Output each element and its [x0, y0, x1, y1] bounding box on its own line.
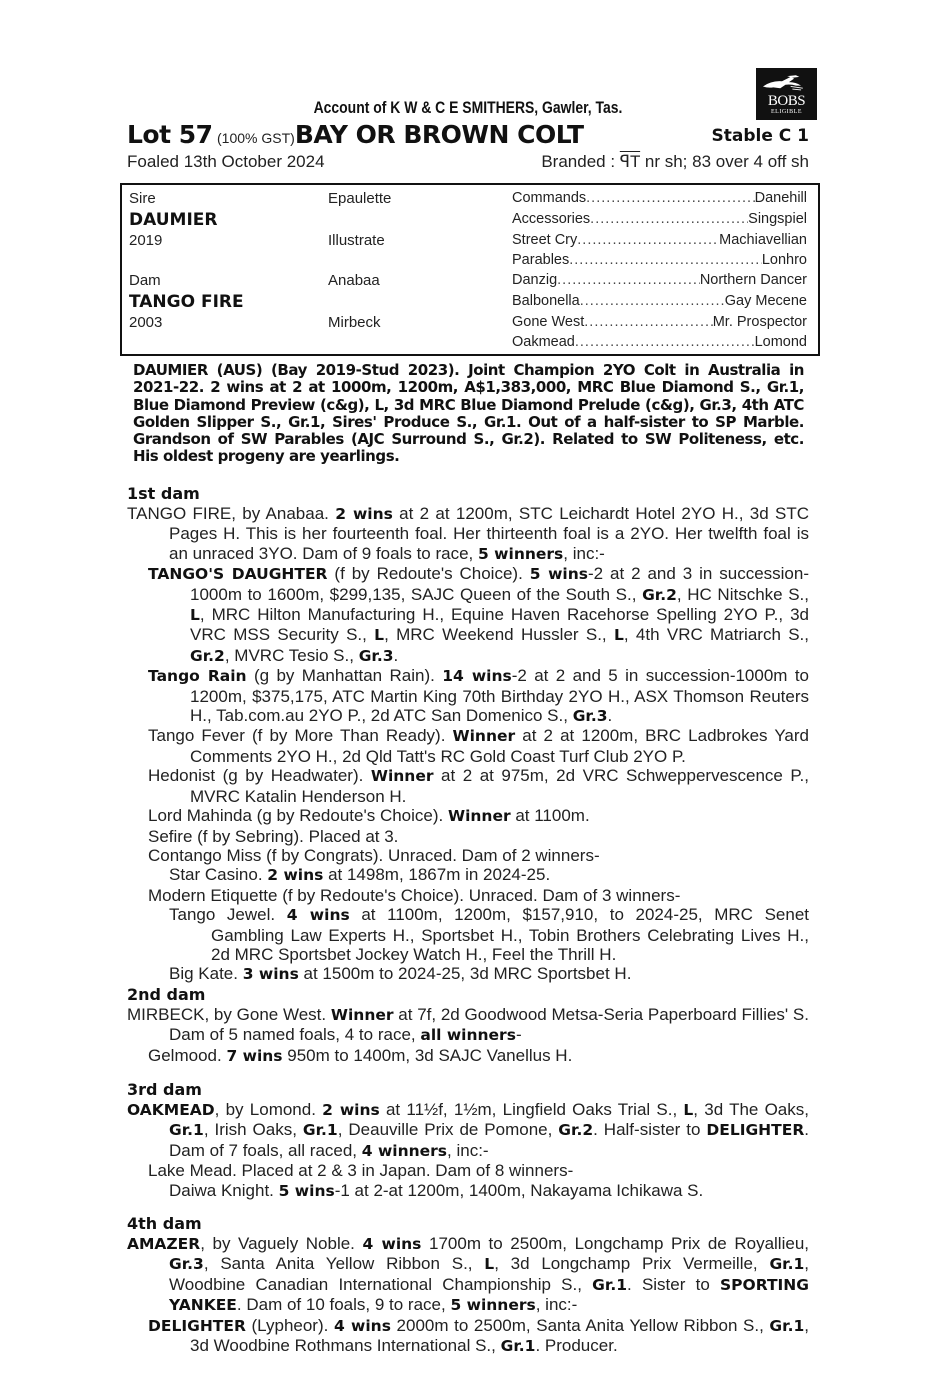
grand-progeny-entry: Big Kate. 3 wins at 1500m to 2024-25, 3d MRC Sportsbet H. [169, 964, 632, 984]
ggp-right: Machiavellian [719, 232, 807, 248]
sire-label: Sire [129, 190, 156, 207]
great-grandparent-row [512, 272, 807, 288]
progeny-entry: Tango Fever (f by More Than Ready). Winner at 2 at 1200m, BRC Ladbrokes Yard Comments 2YO H., 2d Qld Tatt's RC Gold Coast Turf Club 2YO P. [148, 726, 809, 766]
ggp-right: Singspiel [748, 211, 807, 227]
dam-entry: TANGO FIRE, by Anabaa. 2 wins at 2 at 1200m, STC Leichardt Hotel 2YO H., 3d STC Pages H. This is her fourteenth foal. Her thirteenth foal is a 2YO. Her twelfth foal is an unraced 3YO. Dam of 9 foals to race, 5 winners, inc:- [127, 504, 809, 563]
ggp-left: Accessories [512, 211, 591, 227]
great-grandparent-row [512, 211, 807, 227]
dam-entry: MIRBECK, by Gone West. Winner at 7f, 2d Goodwood Metsa-Seria Paperboard Fillies' S. Dam of 5 named foals, 4 to race, all winners- [127, 1005, 809, 1045]
progeny-entry: Modern Etiquette (f by Redoute's Choice). Unraced. Dam of 3 winners- [148, 885, 681, 905]
brand-info [541, 152, 809, 172]
ggp-left: Balbonella [512, 293, 580, 309]
progeny-entry: Contango Miss (f by Congrats). Unraced. Dam of 2 winners- [148, 845, 600, 865]
ggp-left: Street Cry [512, 232, 578, 248]
brand-mark-icon: $\overline{ꟼT}$ [619, 152, 641, 171]
ggp-right: Danehill [754, 190, 807, 206]
progeny-entry: Tango Rain (g by Manhattan Rain). 14 wins-2 at 2 and 5 in succession-1000m to 1200m, $375,175, ATC Martin King 70th Birthday 2YO H., ASX Thomson Reuters H., Tab.com.au 2YO P., 2d ATC San Domenico S., Gr.3. [148, 666, 810, 726]
foaled-date: Foaled 13th October 2024 [127, 152, 325, 171]
ggp-left: Gone West [512, 314, 585, 330]
grandsire-paternal: Epaulette [328, 190, 392, 207]
logo-subtitle: ELIGIBLE [771, 109, 802, 115]
ggp-left: Parables [512, 252, 570, 268]
branded-label: Branded : [541, 152, 616, 171]
vendor-account: Account of K W & C E SMITHERS, Gawler, Tas. [313, 98, 623, 117]
progeny-entry: TANGO'S DAUGHTER (f by Redoute's Choice). 5 wins-2 at 2 and 3 in succession-1000m to 1600m, $299,135, SAJC Queen of the South S., Gr.2, HC Nitschke S., L, MRC Hilton Manufacturing H., Equine Haven Racehorse Spelling 2YO P., 3d VRC MSS Security S., L, MRC Weekend Hussler S., L, 4th VRC Matriarch S., Gr.2, MVRC Tesio S., Gr.3. [148, 564, 809, 665]
dam-label: Dam [129, 272, 161, 289]
great-grandparent-row [512, 190, 807, 206]
progeny-entry: DELIGHTER (Lypheor). 4 wins 2000m to 2500m, Santa Anita Yellow Ribbon S., Gr.1, 3d Woodbine Rothmans International S., Gr.1. Producer. [148, 1315, 809, 1356]
section-heading: 2nd dam [127, 985, 206, 1004]
branded-detail: nr sh; 83 over 4 off sh [644, 152, 809, 171]
ggp-left: Commands [512, 190, 587, 206]
great-grandparent-row [512, 334, 807, 350]
dam-entry: OAKMEAD, by Lomond. 2 wins at 11½f, 1½m, Lingfield Oaks Trial S., L, 3d The Oaks, Gr.1, Irish Oaks, Gr.1, Deauville Prix de Pomone, Gr.2. Half-sister to DELIGHTER. Dam of 7 foals, all raced, 4 winners, inc:- [127, 1100, 809, 1160]
ggp-left: Oakmead [512, 334, 575, 350]
progeny-entry: Sefire (f by Sebring). Placed at 3. [148, 826, 399, 846]
ggp-right: Mr. Prospector [712, 314, 807, 330]
progeny-entry: Gelmood. 7 wins 950m to 1400m, 3d SAJC Vanellus H. [148, 1045, 573, 1065]
pedigree-table [120, 183, 820, 356]
sire-name: DAUMIER [129, 210, 218, 230]
granddam-maternal: Mirbeck [328, 314, 381, 331]
section-heading: 4th dam [127, 1214, 202, 1233]
granddam-paternal: Illustrate [328, 232, 385, 249]
section-heading: 1st dam [127, 484, 200, 503]
first-dam-section [127, 484, 809, 985]
ggp-right: Northern Dancer [699, 272, 807, 288]
ggp-right: Lonhro [761, 252, 807, 268]
sire-summary: DAUMIER (AUS) (Bay 2019-Stud 2023). Joint Champion 2YO Colt in Australia in 2021-22. 2 wins at 2 at 1000m, 1200m, A$1,383,000, MRC Blue Diamond S., Gr.1, Blue Diamond Preview (c&g), L, 3d MRC Blue Diamond Prelude (c&g), Gr.3, 4th ATC Golden Slipper S., Gr.1, Sires' Produce S., Gr.1. Out of a half-sister to SP Marble. Grandson of SW Parables (AJC Surround S., Gr.2). Related to SW Politeness, etc. His oldest progeny are yearlings. [133, 361, 804, 466]
grand-progeny-entry: Star Casino. 2 wins at 1498m, 1867m in 2024-25. [169, 865, 551, 885]
ggp-left: Danzig [512, 272, 558, 288]
great-grandparent-row [512, 314, 807, 330]
lot-number: Lot 57 [127, 120, 213, 149]
lot-title-line [127, 120, 809, 150]
grand-progeny-entry: Tango Jewel. 4 wins at 1100m, 1200m, $157,910, to 2024-25, MRC Senet Gambling Law Experts H., Sportsbet H., Tobin Brothers Celebrating Lives H., 2d MRC Sportsbet Jockey Watch H., Feel the Thrill H. [169, 905, 809, 964]
stable-location: Stable C 1 [711, 126, 809, 146]
fourth-dam-section [127, 1214, 809, 1356]
logo-title: BOBS [767, 93, 806, 109]
progeny-entry: Lord Mahinda (g by Redoute's Choice). Winner at 1100m. [148, 806, 590, 826]
second-dam-section [127, 985, 809, 1066]
sire-year: 2019 [129, 232, 163, 249]
bobs-eligible-logo [756, 68, 817, 120]
progeny-entry: Lake Mead. Placed at 2 & 3 in Japan. Dam of 8 winners- [148, 1161, 574, 1181]
great-grandparent-row [512, 252, 807, 268]
great-grandparent-row [512, 232, 807, 248]
horse-head-icon [756, 72, 808, 94]
dam-year: 2003 [129, 314, 163, 331]
grandsire-maternal: Anabaa [328, 272, 380, 289]
third-dam-section [127, 1080, 809, 1201]
great-grandparent-row [512, 293, 807, 309]
progeny-entry: Hedonist (g by Headwater). Winner at 2 at 975m, 2d VRC Schweppervescence P., MVRC Katalin Henderson H. [148, 766, 810, 806]
ggp-right: Gay Mecene [724, 293, 807, 309]
dam-name: TANGO FIRE [129, 292, 244, 312]
lot-description: BAY OR BROWN COLT [294, 120, 584, 149]
gst-note: (100% GST) [217, 130, 295, 146]
dam-entry: AMAZER, by Vaguely Noble. 4 wins 1700m to 2500m, Longchamp Prix de Royallieu, Gr.3, Santa Anita Yellow Ribbon S., L, 3d Longchamp Prix Vermeille, Gr.1, Woodbine Canadian International Championship S., Gr.1. Sister to SPORTING YANKEE. Dam of 10 foals, 9 to race, 5 winners, inc:- [127, 1234, 810, 1315]
ggp-right: Lomond [754, 334, 807, 350]
section-heading: 3rd dam [127, 1080, 202, 1099]
grand-progeny-entry: Daiwa Knight. 5 wins-1 at 2-at 1200m, 1400m, Nakayama Ichikawa S. [169, 1180, 704, 1200]
